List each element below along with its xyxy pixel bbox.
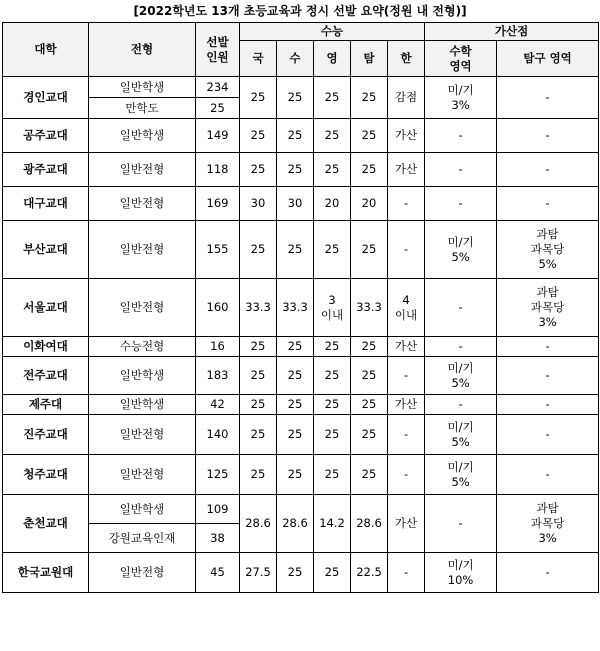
bonus-inquiry: - — [497, 395, 599, 415]
university-name: 대구교대 — [3, 187, 89, 221]
english-ratio: 25 — [314, 153, 351, 187]
university-name: 제주대 — [3, 395, 89, 415]
admission-type: 일반학생 — [89, 357, 196, 395]
admission-type: 일반전형 — [89, 455, 196, 495]
table-row — [3, 221, 599, 279]
table-row — [3, 77, 599, 98]
inquiry-ratio: 25 — [351, 415, 388, 455]
history-ratio: 가산 — [388, 119, 425, 153]
university-name: 한국교원대 — [3, 553, 89, 593]
english-ratio: 25 — [314, 395, 351, 415]
math-ratio: 33.3 — [277, 279, 314, 337]
korean-ratio: 25 — [240, 455, 277, 495]
university-name: 경인교대 — [3, 77, 89, 119]
korean-ratio: 30 — [240, 187, 277, 221]
university-name: 공주교대 — [3, 119, 89, 153]
table-row — [3, 415, 599, 455]
inquiry-ratio: 25 — [351, 153, 388, 187]
korean-ratio: 25 — [240, 357, 277, 395]
university-name: 이화여대 — [3, 337, 89, 357]
admission-type: 일반학생 — [89, 495, 196, 524]
table-row — [3, 455, 599, 495]
math-ratio: 25 — [277, 119, 314, 153]
math-ratio: 28.6 — [277, 495, 314, 553]
university-name: 청주교대 — [3, 455, 89, 495]
university-name: 서울교대 — [3, 279, 89, 337]
bonus-math: - — [425, 337, 497, 357]
math-ratio: 25 — [277, 77, 314, 119]
history-ratio: 가산 — [388, 495, 425, 553]
english-ratio: 25 — [314, 553, 351, 593]
inquiry-ratio: 20 — [351, 187, 388, 221]
korean-ratio: 25 — [240, 395, 277, 415]
inquiry-ratio: 33.3 — [351, 279, 388, 337]
korean-ratio: 25 — [240, 119, 277, 153]
history-ratio: - — [388, 455, 425, 495]
quota: 42 — [196, 395, 240, 415]
english-ratio: 25 — [314, 455, 351, 495]
history-ratio: 4 이내 — [388, 279, 425, 337]
bonus-inquiry: - — [497, 153, 599, 187]
header-admission-type: 전형 — [89, 23, 196, 77]
history-ratio: 감점 — [388, 77, 425, 119]
admission-type: 일반학생 — [89, 395, 196, 415]
university-name: 춘천교대 — [3, 495, 89, 553]
english-ratio: 14.2 — [314, 495, 351, 553]
history-ratio: 가산 — [388, 153, 425, 187]
table-row — [3, 495, 599, 524]
english-ratio: 25 — [314, 415, 351, 455]
history-ratio: - — [388, 221, 425, 279]
quota: 25 — [196, 98, 240, 119]
inquiry-ratio: 25 — [351, 337, 388, 357]
admission-type: 수능전형 — [89, 337, 196, 357]
admission-type: 일반전형 — [89, 187, 196, 221]
quota: 160 — [196, 279, 240, 337]
english-ratio: 25 — [314, 119, 351, 153]
inquiry-ratio: 25 — [351, 357, 388, 395]
math-ratio: 30 — [277, 187, 314, 221]
math-ratio: 25 — [277, 395, 314, 415]
english-ratio: 20 — [314, 187, 351, 221]
admissions-table — [2, 22, 599, 593]
history-ratio: - — [388, 357, 425, 395]
quota: 125 — [196, 455, 240, 495]
quota: 183 — [196, 357, 240, 395]
bonus-inquiry: - — [497, 357, 599, 395]
bonus-inquiry: - — [497, 553, 599, 593]
korean-ratio: 28.6 — [240, 495, 277, 553]
bonus-math: - — [425, 395, 497, 415]
bonus-math: - — [425, 495, 497, 553]
bonus-inquiry: 과탐 과목당 5% — [497, 221, 599, 279]
english-ratio: 3 이내 — [314, 279, 351, 337]
bonus-math: - — [425, 187, 497, 221]
quota: 155 — [196, 221, 240, 279]
bonus-inquiry: - — [497, 119, 599, 153]
korean-ratio: 27.5 — [240, 553, 277, 593]
korean-ratio: 33.3 — [240, 279, 277, 337]
admission-type: 일반전형 — [89, 153, 196, 187]
math-ratio: 25 — [277, 221, 314, 279]
english-ratio: 25 — [314, 357, 351, 395]
quota: 45 — [196, 553, 240, 593]
inquiry-ratio: 25 — [351, 395, 388, 415]
admission-type: 일반전형 — [89, 279, 196, 337]
header-history: 한 — [388, 41, 425, 77]
header-english: 영 — [314, 41, 351, 77]
english-ratio: 25 — [314, 221, 351, 279]
bonus-math: - — [425, 279, 497, 337]
header-bonus-inquiry: 탐구 영역 — [497, 41, 599, 77]
history-ratio: 가산 — [388, 395, 425, 415]
table-row — [3, 357, 599, 395]
header-quota: 선발 인원 — [196, 23, 240, 77]
math-ratio: 25 — [277, 553, 314, 593]
korean-ratio: 25 — [240, 337, 277, 357]
table-row — [3, 553, 599, 593]
quota: 16 — [196, 337, 240, 357]
quota: 109 — [196, 495, 240, 524]
admission-type: 일반학생 — [89, 77, 196, 98]
inquiry-ratio: 25 — [351, 455, 388, 495]
table-row — [3, 279, 599, 337]
inquiry-ratio: 28.6 — [351, 495, 388, 553]
university-name: 진주교대 — [3, 415, 89, 455]
inquiry-ratio: 25 — [351, 221, 388, 279]
bonus-math: - — [425, 153, 497, 187]
admission-type: 일반전형 — [89, 415, 196, 455]
quota: 169 — [196, 187, 240, 221]
bonus-math: 미/기 5% — [425, 357, 497, 395]
history-ratio: - — [388, 553, 425, 593]
quota: 234 — [196, 77, 240, 98]
bonus-math: 미/기 5% — [425, 415, 497, 455]
header-suneung: 수능 — [240, 23, 425, 41]
quota: 38 — [196, 524, 240, 553]
math-ratio: 25 — [277, 455, 314, 495]
bonus-inquiry: 과탐 과목당 3% — [497, 279, 599, 337]
table-title: [2022학년도 13개 초등교육과 정시 선발 요약(정원 내 전형)] — [133, 4, 467, 18]
quota: 118 — [196, 153, 240, 187]
admission-type: 강원교육인재 — [89, 524, 196, 553]
header-math: 수 — [277, 41, 314, 77]
table-row — [3, 395, 599, 415]
bonus-math: - — [425, 119, 497, 153]
korean-ratio: 25 — [240, 153, 277, 187]
inquiry-ratio: 25 — [351, 119, 388, 153]
korean-ratio: 25 — [240, 77, 277, 119]
bonus-inquiry: - — [497, 77, 599, 119]
header-bonus: 가산점 — [425, 23, 599, 41]
bonus-inquiry: - — [497, 415, 599, 455]
bonus-inquiry: - — [497, 187, 599, 221]
inquiry-ratio: 25 — [351, 77, 388, 119]
english-ratio: 25 — [314, 337, 351, 357]
history-ratio: - — [388, 187, 425, 221]
admission-type: 일반전형 — [89, 221, 196, 279]
korean-ratio: 25 — [240, 415, 277, 455]
table-row — [3, 187, 599, 221]
bonus-inquiry: - — [497, 455, 599, 495]
bonus-inquiry: 과탐 과목당 3% — [497, 495, 599, 553]
bonus-math: 미/기 5% — [425, 455, 497, 495]
bonus-math: 미/기 5% — [425, 221, 497, 279]
math-ratio: 25 — [277, 153, 314, 187]
korean-ratio: 25 — [240, 221, 277, 279]
english-ratio: 25 — [314, 77, 351, 119]
university-name: 부산교대 — [3, 221, 89, 279]
bonus-inquiry: - — [497, 337, 599, 357]
table-row — [3, 153, 599, 187]
university-name: 전주교대 — [3, 357, 89, 395]
quota: 149 — [196, 119, 240, 153]
quota: 140 — [196, 415, 240, 455]
admission-type: 일반학생 — [89, 119, 196, 153]
bonus-math: 미/기 3% — [425, 77, 497, 119]
history-ratio: 가산 — [388, 337, 425, 357]
table-row — [3, 337, 599, 357]
admission-type: 만학도 — [89, 98, 196, 119]
inquiry-ratio: 22.5 — [351, 553, 388, 593]
history-ratio: - — [388, 415, 425, 455]
bonus-math: 미/기 10% — [425, 553, 497, 593]
university-name: 광주교대 — [3, 153, 89, 187]
header-korean: 국 — [240, 41, 277, 77]
header-university: 대학 — [3, 23, 89, 77]
admission-type: 일반전형 — [89, 553, 196, 593]
header-bonus-math: 수학 영역 — [425, 41, 497, 77]
math-ratio: 25 — [277, 357, 314, 395]
table-row — [3, 119, 599, 153]
math-ratio: 25 — [277, 415, 314, 455]
header-inquiry: 탐 — [351, 41, 388, 77]
math-ratio: 25 — [277, 337, 314, 357]
